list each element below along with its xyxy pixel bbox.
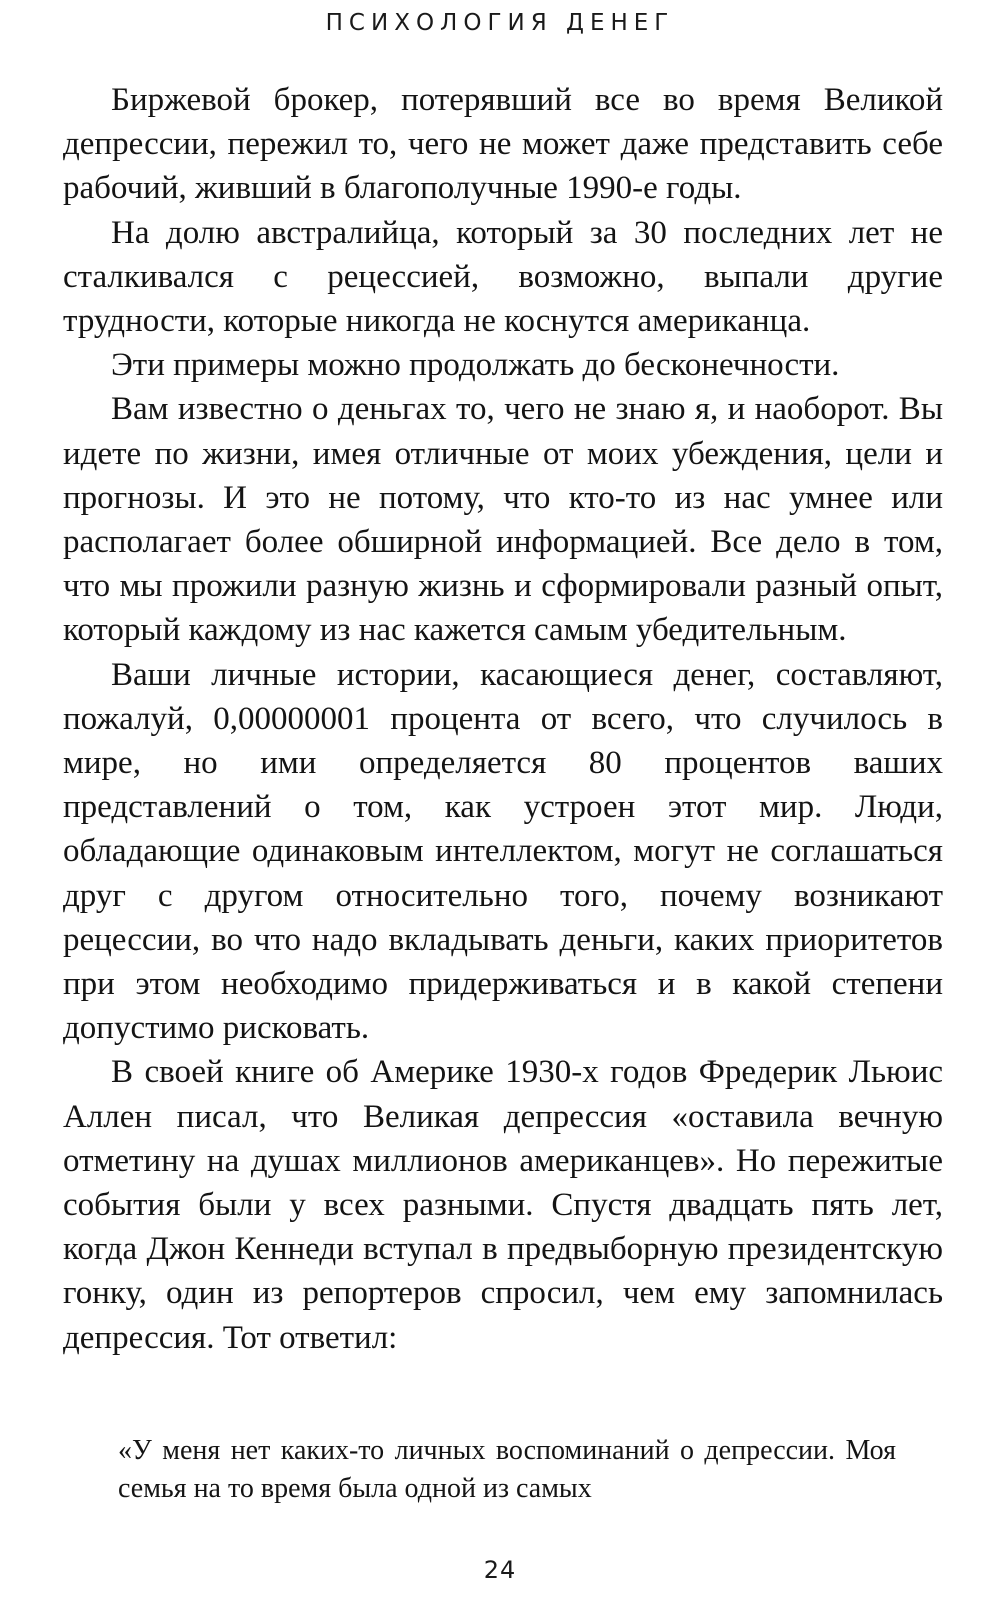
block-quote [118,1432,896,1508]
quote-text: «У меня нет каких-то личных воспоминаний о депрессии. Моя семья на то время была одной из самых [118,1435,896,1504]
paragraph: Биржевой брокер, потерявший все во время Великой депрессии, пережил то, чего не может даже представить себе рабочий, живший в благополучные 1990-е годы. [63,82,943,207]
paragraph: Ваши личные истории, касающиеся денег, составляют, пожалуй, 0,00000001 процента от всего, что случилось в мире, но ими определяется 80 процентов ваших представлений о том, как устроен этот мир. Люди, обладающие одинаковым интеллектом, могут не соглашаться друг с другом относительно того, почему возникают рецессии, во что надо вкладывать деньги, каких приоритетов при этом необходимо придерживаться и в какой степени допустимо рисковать. [63,656,943,1047]
paragraph: В своей книге об Америке 1930-х годов Фредерик Льюис Аллен писал, что Великая депрессия «оставила вечную отметину на душах миллионов американцев». Но пережитые события были у всех разными. Спустя двадцать пять лет, когда Джон Кеннеди вступал в предвыборную президентскую гонку, один из репортеров спросил, чем ему запомнилась депрессия. Тот ответил: [63,1054,943,1356]
page-number: 24 [483,1556,517,1584]
body-text [63,78,943,1360]
paragraph: Вам известно о деньгах то, чего не знаю я, и наоборот. Вы идете по жизни, имея отличные от моих убеждения, цели и прогнозы. И это не потому, что кто-то из нас умнее или располагает более обширной информацией. Все дело в том, что мы прожили разную жизнь и сформировали разный опыт, который каждому из нас кажется самым убедительным. [63,391,943,649]
paragraph: На долю австралийца, который за 30 последних лет не сталкивался с рецессией, возможно, выпали другие трудности, которые никогда не коснутся американца. [63,214,943,340]
paragraph: Эти примеры можно продолжать до бесконечности. [111,347,840,384]
running-head: ПСИХОЛОГИЯ ДЕНЕГ [325,10,675,36]
